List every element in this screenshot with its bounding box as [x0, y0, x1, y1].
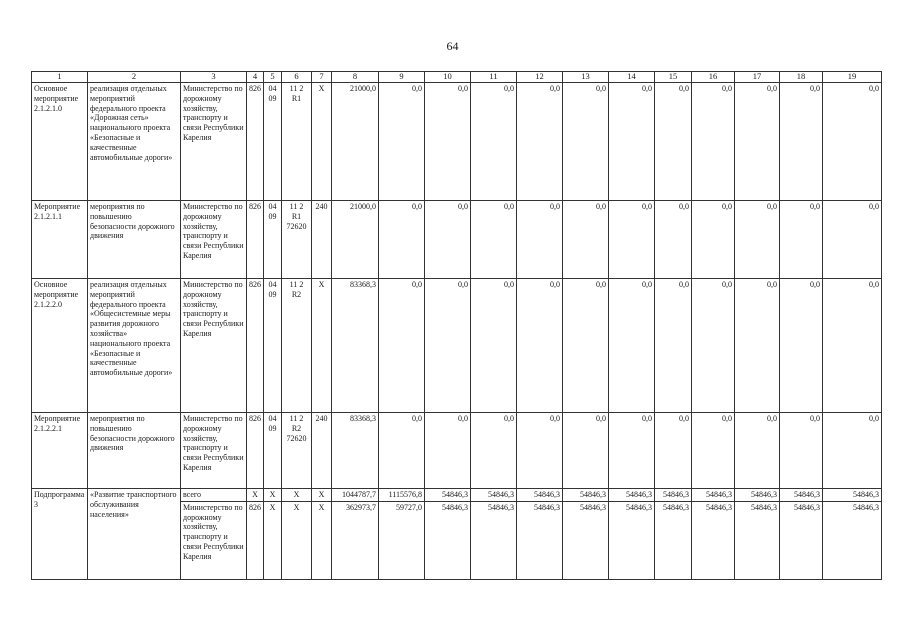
- value-cell: 0,0: [563, 201, 609, 279]
- vr-cell: X: [312, 83, 332, 201]
- rzpr-cell: 04 09: [264, 413, 282, 489]
- value-cell: 0,0: [692, 279, 735, 413]
- vr-cell: 240: [312, 201, 332, 279]
- name-cell: мероприятия по повышению безопасности дорожного движения: [88, 413, 181, 489]
- value-cell: 0,0: [471, 201, 517, 279]
- csr-cell: 11 2 R1: [282, 83, 312, 201]
- column-number: 13: [563, 72, 609, 83]
- status-cell: Подпрограмма 3: [32, 489, 88, 580]
- value-cell: 54846,3: [780, 501, 823, 579]
- rzpr-cell: X: [264, 501, 282, 579]
- value-cell: 0,0: [692, 413, 735, 489]
- value-cell: 0,0: [780, 83, 823, 201]
- column-number: 3: [181, 72, 247, 83]
- name-cell: «Развитие транспортного обслуживания населения»: [88, 489, 181, 580]
- column-number: 10: [425, 72, 471, 83]
- vr-cell: X: [312, 279, 332, 413]
- value-cell: 54846,3: [655, 501, 692, 579]
- value-cell: 0,0: [379, 413, 425, 489]
- value-cell: 0,0: [517, 279, 563, 413]
- value-cell: 54846,3: [425, 501, 471, 579]
- value-cell: 0,0: [655, 83, 692, 201]
- value-cell: 0,0: [692, 83, 735, 201]
- page-number: 64: [446, 39, 459, 53]
- value-cell: 0,0: [609, 201, 655, 279]
- column-number-row: [32, 72, 882, 83]
- value-cell: 83368,3: [332, 413, 379, 489]
- csr-cell: X: [282, 489, 312, 502]
- csr-cell: 11 2 R2 72620: [282, 413, 312, 489]
- vr-cell: 240: [312, 413, 332, 489]
- name-cell: мероприятия по повышению безопасности дорожного движения: [88, 201, 181, 279]
- table-row: [32, 201, 882, 279]
- value-cell: 0,0: [735, 279, 780, 413]
- column-number: 7: [312, 72, 332, 83]
- value-cell: 54846,3: [735, 489, 780, 502]
- column-number: 16: [692, 72, 735, 83]
- table-row: [32, 489, 882, 502]
- value-cell: 0,0: [823, 83, 882, 201]
- value-cell: 83368,3: [332, 279, 379, 413]
- value-cell: 54846,3: [692, 501, 735, 579]
- value-cell: 0,0: [823, 201, 882, 279]
- executor-cell: всего: [181, 489, 247, 502]
- status-cell: Мероприятие 2.1.2.2.1: [32, 413, 88, 489]
- value-cell: 0,0: [563, 83, 609, 201]
- grbs-cell: 826: [247, 83, 264, 201]
- executor-cell: Министерство по дорожному хозяйству, транспорту и связи Республики Карелия: [181, 413, 247, 489]
- value-cell: 54846,3: [655, 489, 692, 502]
- value-cell: 0,0: [735, 413, 780, 489]
- name-cell: реализация отдельных мероприятий федерального проекта «Дорожная сеть» национального проекта «Безопасные и качественные автомобильные дороги»: [88, 83, 181, 201]
- value-cell: 0,0: [780, 413, 823, 489]
- budget-table: [31, 71, 882, 580]
- value-cell: 1044787,7: [332, 489, 379, 502]
- value-cell: 0,0: [655, 201, 692, 279]
- value-cell: 54846,3: [471, 501, 517, 579]
- grbs-cell: 826: [247, 279, 264, 413]
- value-cell: 0,0: [425, 413, 471, 489]
- value-cell: 54846,3: [425, 489, 471, 502]
- value-cell: 0,0: [735, 201, 780, 279]
- value-cell: 0,0: [379, 83, 425, 201]
- value-cell: 0,0: [609, 413, 655, 489]
- table-row: [32, 83, 882, 201]
- value-cell: 0,0: [563, 413, 609, 489]
- value-cell: 54846,3: [609, 501, 655, 579]
- value-cell: 362973,7: [332, 501, 379, 579]
- value-cell: 0,0: [425, 201, 471, 279]
- vr-cell: X: [312, 489, 332, 502]
- value-cell: 0,0: [425, 83, 471, 201]
- table-row: [32, 413, 882, 489]
- value-cell: 0,0: [692, 201, 735, 279]
- value-cell: 54846,3: [517, 489, 563, 502]
- value-cell: 54846,3: [780, 489, 823, 502]
- value-cell: 0,0: [655, 413, 692, 489]
- grbs-cell: 826: [247, 201, 264, 279]
- value-cell: 0,0: [517, 83, 563, 201]
- column-number: 15: [655, 72, 692, 83]
- grbs-cell: 826: [247, 501, 264, 579]
- vr-cell: X: [312, 501, 332, 579]
- status-cell: Основное мероприятие 2.1.2.1.0: [32, 83, 88, 201]
- value-cell: 21000,0: [332, 201, 379, 279]
- value-cell: 54846,3: [823, 501, 882, 579]
- column-number: 4: [247, 72, 264, 83]
- column-number: 14: [609, 72, 655, 83]
- value-cell: 0,0: [517, 413, 563, 489]
- value-cell: 54846,3: [563, 489, 609, 502]
- value-cell: 0,0: [823, 413, 882, 489]
- value-cell: 0,0: [563, 279, 609, 413]
- status-cell: Мероприятие 2.1.2.1.1: [32, 201, 88, 279]
- rzpr-cell: 04 09: [264, 201, 282, 279]
- csr-cell: X: [282, 501, 312, 579]
- value-cell: 0,0: [655, 279, 692, 413]
- column-number: 18: [780, 72, 823, 83]
- value-cell: 54846,3: [563, 501, 609, 579]
- column-number: 19: [823, 72, 882, 83]
- column-number: 5: [264, 72, 282, 83]
- rzpr-cell: 04 09: [264, 83, 282, 201]
- value-cell: 0,0: [823, 279, 882, 413]
- grbs-cell: 826: [247, 413, 264, 489]
- value-cell: 0,0: [471, 413, 517, 489]
- column-number: 9: [379, 72, 425, 83]
- value-cell: 1115576,8: [379, 489, 425, 502]
- name-cell: реализация отдельных мероприятий федерального проекта «Общесистемные меры развития дорожного хозяйства» национального проекта «Безопасные и качественные автомобильные дороги»: [88, 279, 181, 413]
- executor-cell: Министерство по дорожному хозяйству, транспорту и связи Республики Карелия: [181, 83, 247, 201]
- value-cell: 0,0: [379, 201, 425, 279]
- value-cell: 54846,3: [471, 489, 517, 502]
- value-cell: 54846,3: [517, 501, 563, 579]
- csr-cell: 11 2 R1 72620: [282, 201, 312, 279]
- column-number: 6: [282, 72, 312, 83]
- value-cell: 0,0: [517, 201, 563, 279]
- value-cell: 54846,3: [692, 489, 735, 502]
- rzpr-cell: 04 09: [264, 279, 282, 413]
- value-cell: 54846,3: [823, 489, 882, 502]
- executor-cell: Министерство по дорожному хозяйству, транспорту и связи Республики Карелия: [181, 279, 247, 413]
- table-row: [32, 279, 882, 413]
- column-number: 17: [735, 72, 780, 83]
- column-number: 8: [332, 72, 379, 83]
- value-cell: 0,0: [609, 279, 655, 413]
- rzpr-cell: X: [264, 489, 282, 502]
- value-cell: 0,0: [471, 279, 517, 413]
- value-cell: 0,0: [425, 279, 471, 413]
- column-number: 2: [88, 72, 181, 83]
- grbs-cell: X: [247, 489, 264, 502]
- executor-cell: Министерство по дорожному хозяйству, транспорту и связи Республики Карелия: [181, 201, 247, 279]
- column-number: 1: [32, 72, 88, 83]
- column-number: 12: [517, 72, 563, 83]
- status-cell: Основное мероприятие 2.1.2.2.0: [32, 279, 88, 413]
- value-cell: 0,0: [780, 201, 823, 279]
- value-cell: 54846,3: [609, 489, 655, 502]
- value-cell: 21000,0: [332, 83, 379, 201]
- executor-cell: Министерство по дорожному хозяйству, транспорту и связи Республики Карелия: [181, 501, 247, 579]
- value-cell: 0,0: [780, 279, 823, 413]
- column-number: 11: [471, 72, 517, 83]
- value-cell: 0,0: [471, 83, 517, 201]
- value-cell: 59727,0: [379, 501, 425, 579]
- value-cell: 0,0: [735, 83, 780, 201]
- value-cell: 0,0: [609, 83, 655, 201]
- value-cell: 0,0: [379, 279, 425, 413]
- csr-cell: 11 2 R2: [282, 279, 312, 413]
- value-cell: 54846,3: [735, 501, 780, 579]
